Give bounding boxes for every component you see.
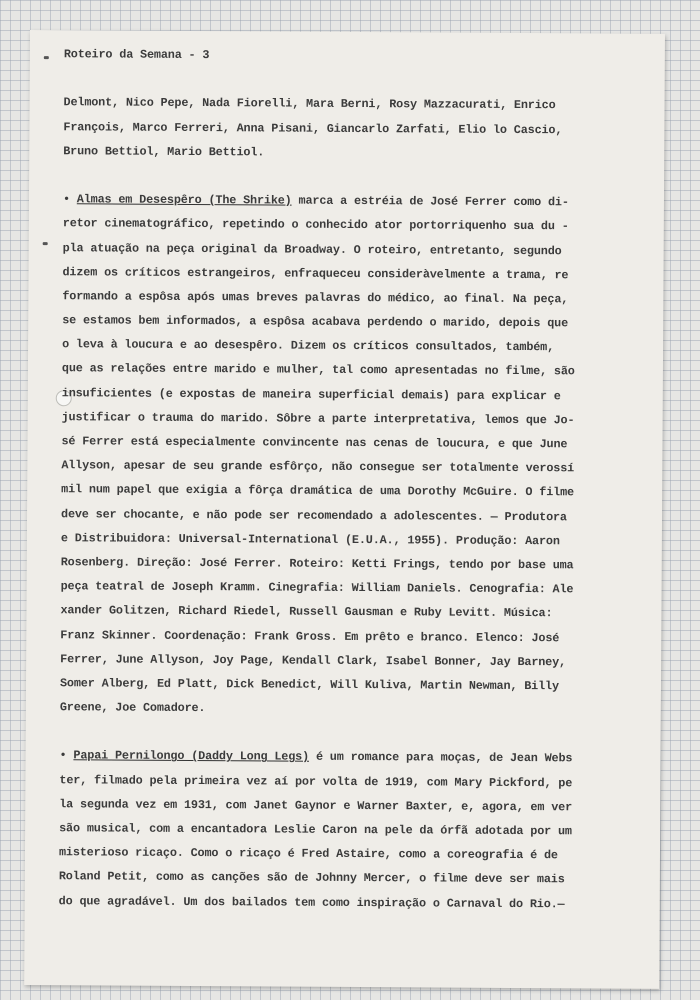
- article1-line: se estamos bem informados, a espôsa acabava perdendo o marido, depois que: [62, 313, 569, 331]
- article2-line: misterioso ricaço. Como o ricaço é Fred Astaire, como a coreografia é de: [58, 845, 558, 863]
- intro-line: Delmont, Nico Pepe, Nada Fiorelli, Mara Berni, Rosy Mazzacurati, Enrico: [63, 95, 556, 113]
- article1-line: peça teatral de Joseph Kramm. Cinegrafia: William Daniels. Cenografia: Ale: [60, 579, 574, 597]
- page-header: Roteiro da Semana - 3: [63, 47, 210, 63]
- article1-first-line: • Almas em Desespêro (The Shrike) marca a estréia de José Ferrer como di-: [62, 192, 569, 210]
- article1-line: xander Golitzen, Richard Riedel, Russell Gausman e Ruby Levitt. Música:: [60, 603, 553, 621]
- article1-line: deve ser chocante, e não pode ser recomendado a adolescentes. — Produtora: [61, 506, 567, 524]
- article1-line: pla atuação na peça original da Broadway. O roteiro, entretanto, segundo: [62, 240, 562, 258]
- article1-title: Almas em Desespêro (The Shrike): [76, 192, 292, 208]
- article1-line: Greene, Joe Comadore.: [59, 700, 206, 716]
- intro-line: Bruno Bettiol, Mario Bettiol.: [63, 143, 265, 160]
- article1-line: retor cinematográfico, repetindo o conhecido ator portorriquenho sua du -: [62, 216, 569, 234]
- article1-line: Allyson, apesar de seu grande esfôrço, não consegue ser totalmente verossí: [61, 458, 575, 476]
- article2-line: Roland Petit, como as canções são de Johnny Mercer, o filme deve ser mais: [58, 869, 565, 887]
- article1-line: dizem os críticos estrangeiros, enfraqueceu consideràvelmente a trama, re: [62, 264, 569, 282]
- article2-line: la segunda vez em 1931, com Janet Gaynor e Warner Baxter, e, agora, em ver: [59, 797, 573, 815]
- article1-line: formando a espôsa após umas breves palavras do médico, ao final. Na peça,: [62, 289, 569, 307]
- intro-line: François, Marco Ferreri, Anna Pisani, Giancarlo Zarfati, Elio lo Cascio,: [63, 119, 563, 137]
- article2-title: Papai Pernilongo (Daddy Long Legs): [73, 748, 310, 765]
- article1-line: Rosenberg. Direção: José Ferrer. Roteiro: Ketti Frings, tendo por base uma: [60, 555, 574, 573]
- article1-line: Ferrer, June Allyson, Joy Page, Kendall Clark, Isabel Bonner, Jay Barney,: [60, 651, 567, 669]
- article1-line: mil num papel que exigia a fôrça dramática de uma Dorothy McGuire. O filme: [61, 482, 575, 500]
- typed-text: [59, 42, 639, 916]
- article1-line: justificar o trauma do marido. Sôbre a parte interpretativa, lemos que Jo-: [61, 410, 575, 428]
- article1-line: sé Ferrer está especialmente convincente nas cenas de loucura, e que June: [61, 434, 568, 452]
- article1-line: insuficientes (e expostas de maneira superficial demais) para explicar e: [61, 385, 561, 403]
- article1-line: e Distribuidora: Universal-International (E.U.A., 1955). Produção: Aaron: [60, 530, 560, 548]
- article2-first-rest: é um romance para moças, de Jean Webs: [308, 750, 573, 766]
- article1-first-rest: marca a estréia de José Ferrer como di-: [291, 193, 569, 210]
- article2-line: são musical, com a encantadora Leslie Caron na pele da órfã adotada por um: [59, 821, 572, 839]
- margin-mark: [43, 242, 48, 245]
- article1-line: Franz Skinner. Coordenação: Frank Gross. Em prêto e branco. Elenco: José: [60, 627, 560, 645]
- margin-mark: [44, 56, 49, 59]
- typed-page: [24, 30, 665, 989]
- article1-line: que as relações entre marido e mulher, tal como apresentadas no filme, são: [61, 361, 575, 379]
- article1-line: o leva à loucura e ao desespêro. Dizem os críticos consultados, também,: [62, 337, 555, 355]
- article2-line: do que agradável. Um dos bailados tem como inspiração o Carnaval do Rio.—: [58, 893, 565, 911]
- article2-line: ter, filmado pela primeira vez aí por volta de 1919, com Mary Pickford, pe: [59, 772, 573, 790]
- article1-line: Somer Alberg, Ed Platt, Dick Benedict, Will Kuliva, Martin Newman, Billy: [59, 676, 559, 694]
- article2-first-line: • Papai Pernilongo (Daddy Long Legs) é um romance para moças, de Jean Webs: [59, 748, 573, 766]
